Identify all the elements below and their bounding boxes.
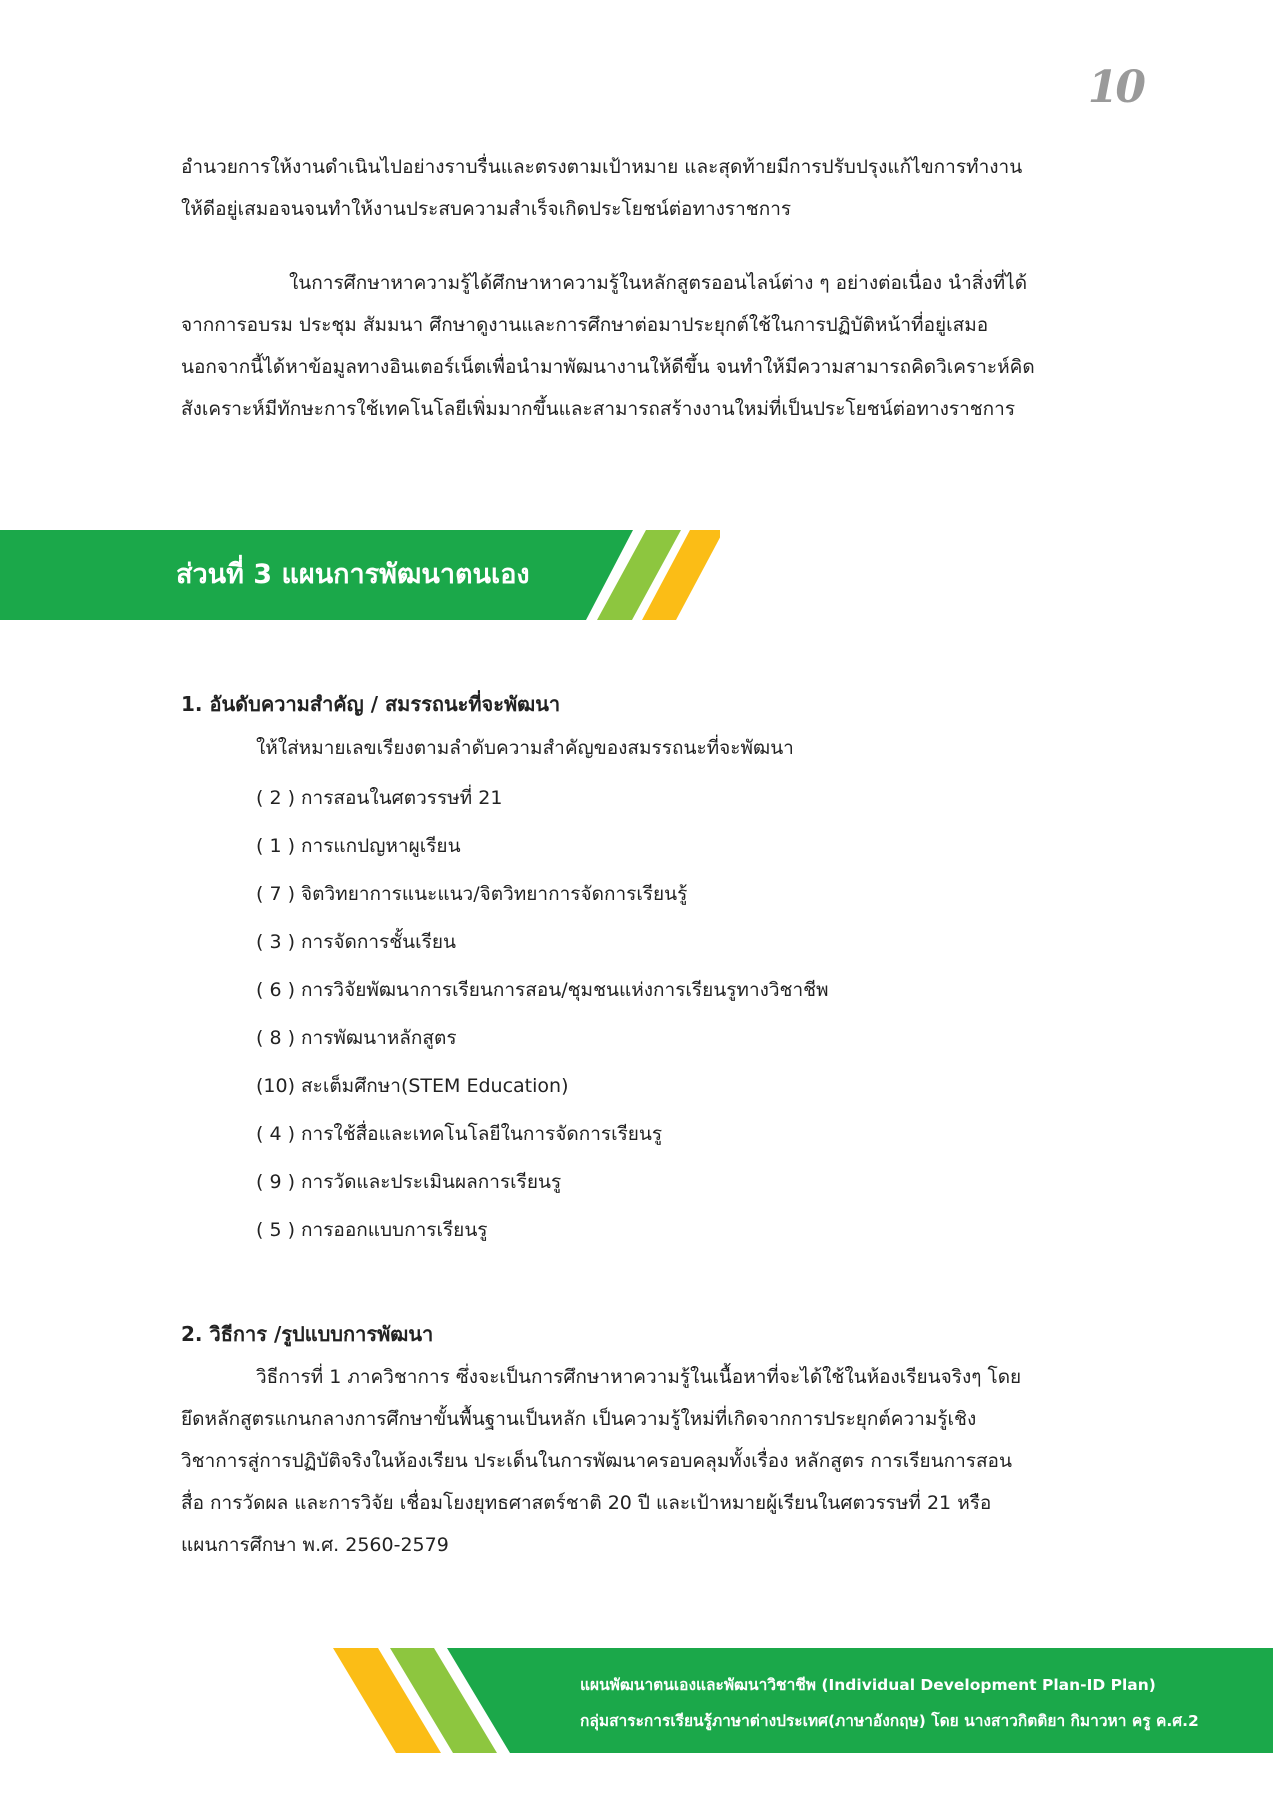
section2-heading: 2. วิธีการ /รูปแบบการพัฒนา bbox=[181, 1322, 434, 1346]
list-item: ( 6 ) การวิจัยพัฒนาการเรียนการสอน/ชุมชนแห่งการเรียนรูทางวิชาชีพ bbox=[256, 979, 829, 1001]
competency-list bbox=[256, 774, 829, 1254]
paragraph-line: อำนวยการให้งานดำเนินไปอย่างราบรื่นและตรงตามเป้าหมาย และสุดท้ายมีการปรับปรุงแก้ไขการทำงาน bbox=[181, 156, 1023, 178]
paragraph-line: ยึดหลักสูตรแกนกลางการศึกษาขั้นพื้นฐานเป็นหลัก เป็นความรู้ใหม่ที่เกิดจากการประยุกต์ความรู้เชิง bbox=[181, 1408, 977, 1430]
footer-author-line: กลุ่มสาระการเรียนรู้ภาษาต่างประเทศ(ภาษาอังกฤษ) โดย นางสาวกิตติยา กิมาวหา ครู ค.ศ.2 bbox=[580, 1712, 1199, 1730]
paragraph-line: สังเคราะห์มีทักษะการใช้เทคโนโลยีเพิ่มมากขึ้นและสามารถสร้างงานใหม่ที่เป็นประโยชน์ต่อทางราชการ bbox=[181, 398, 1016, 420]
footer-green-band bbox=[447, 1648, 1273, 1753]
section-banner bbox=[0, 530, 720, 620]
section1-intro: ให้ใส่หมายเลขเรียงตามลำดับความสำคัญของสมรรถนะที่จะพัฒนา bbox=[256, 737, 794, 759]
page-footer bbox=[0, 1648, 1273, 1753]
list-item: ( 2 ) การสอนในศตวรรษที่ 21 bbox=[256, 787, 503, 809]
paragraph-line: ให้ดีอยู่เสมอจนจนทำให้งานประสบความสำเร็จเกิดประโยชน์ต่อทางราชการ bbox=[181, 198, 792, 220]
paragraph-line: จากการอบรม ประชุม สัมมนา ศึกษาดูงานและการศึกษาต่อมาประยุกต์ใช้ในการปฏิบัติหน้าที่อยู่เสมอ bbox=[181, 314, 989, 336]
section1-heading: 1. อันดับความสำคัญ / สมรรถนะที่จะพัฒนา bbox=[181, 692, 561, 716]
footer-plan-title: แผนพัฒนาตนเองและพัฒนาวิชาชีพ (Individual Development Plan-ID Plan) bbox=[580, 1676, 1156, 1694]
second-paragraph bbox=[181, 262, 1111, 430]
paragraph-line: วิชาการสู่การปฏิบัติจริงในห้องเรียน ประเด็นในการพัฒนาครอบคลุมทั้งเรื่อง หลักสูตร การเรียนการสอน bbox=[181, 1450, 1012, 1472]
list-item: (10) สะเต็มศึกษา(STEM Education) bbox=[256, 1075, 569, 1097]
top-paragraph bbox=[181, 146, 1111, 230]
list-item: ( 3 ) การจัดการชั้นเรียน bbox=[256, 931, 456, 953]
paragraph-line: นอกจากนี้ได้หาข้อมูลทางอินเตอร์เน็ตเพื่อนำมาพัฒนางานให้ดีขึ้น จนทำให้มีความสามารถคิดวิเคราะห์คิด bbox=[181, 356, 1035, 378]
list-item: ( 1 ) การแกปญหาผูเรียน bbox=[256, 835, 461, 857]
paragraph-line: สื่อ การวัดผล และการวิจัย เชื่อมโยงยุทธศาสตร์ชาติ 20 ปี และเป้าหมายผู้เรียนในศตวรรษที่ 21 หรือ bbox=[181, 1492, 992, 1514]
page-number: 10 bbox=[1087, 62, 1143, 113]
paragraph-line: ในการศึกษาหาความรู้ได้ศึกษาหาความรู้ในหลักสูตรออนไลน์ต่าง ๆ อย่างต่อเนื่อง นำสิ่งที่ได้ bbox=[289, 272, 1028, 294]
list-item: ( 7 ) จิตวิทยาการแนะแนว/จิตวิทยาการจัดการเรียนรู้ bbox=[256, 883, 688, 905]
list-item: ( 9 ) การวัดและประเมินผลการเรียนรู bbox=[256, 1171, 562, 1193]
banner-title: ส่วนที่ 3 แผนการพัฒนาตนเอง bbox=[176, 559, 530, 590]
list-item: ( 5 ) การออกแบบการเรียนรู bbox=[256, 1219, 488, 1241]
list-item: ( 8 ) การพัฒนาหลักสูตร bbox=[256, 1027, 457, 1049]
list-item: ( 4 ) การใช้สื่อและเทคโนโลยีในการจัดการเรียนรู bbox=[256, 1123, 663, 1145]
paragraph-line: แผนการศึกษา พ.ศ. 2560-2579 bbox=[181, 1534, 449, 1556]
section2-paragraph bbox=[181, 1356, 1111, 1566]
footer-graphic bbox=[0, 1648, 1273, 1753]
paragraph-line: วิธีการที่ 1 ภาควิชาการ ซึ่งจะเป็นการศึกษาหาความรู้ในเนื้อหาที่จะได้ใช้ในห้องเรียนจริงๆ โดย bbox=[256, 1366, 1022, 1388]
